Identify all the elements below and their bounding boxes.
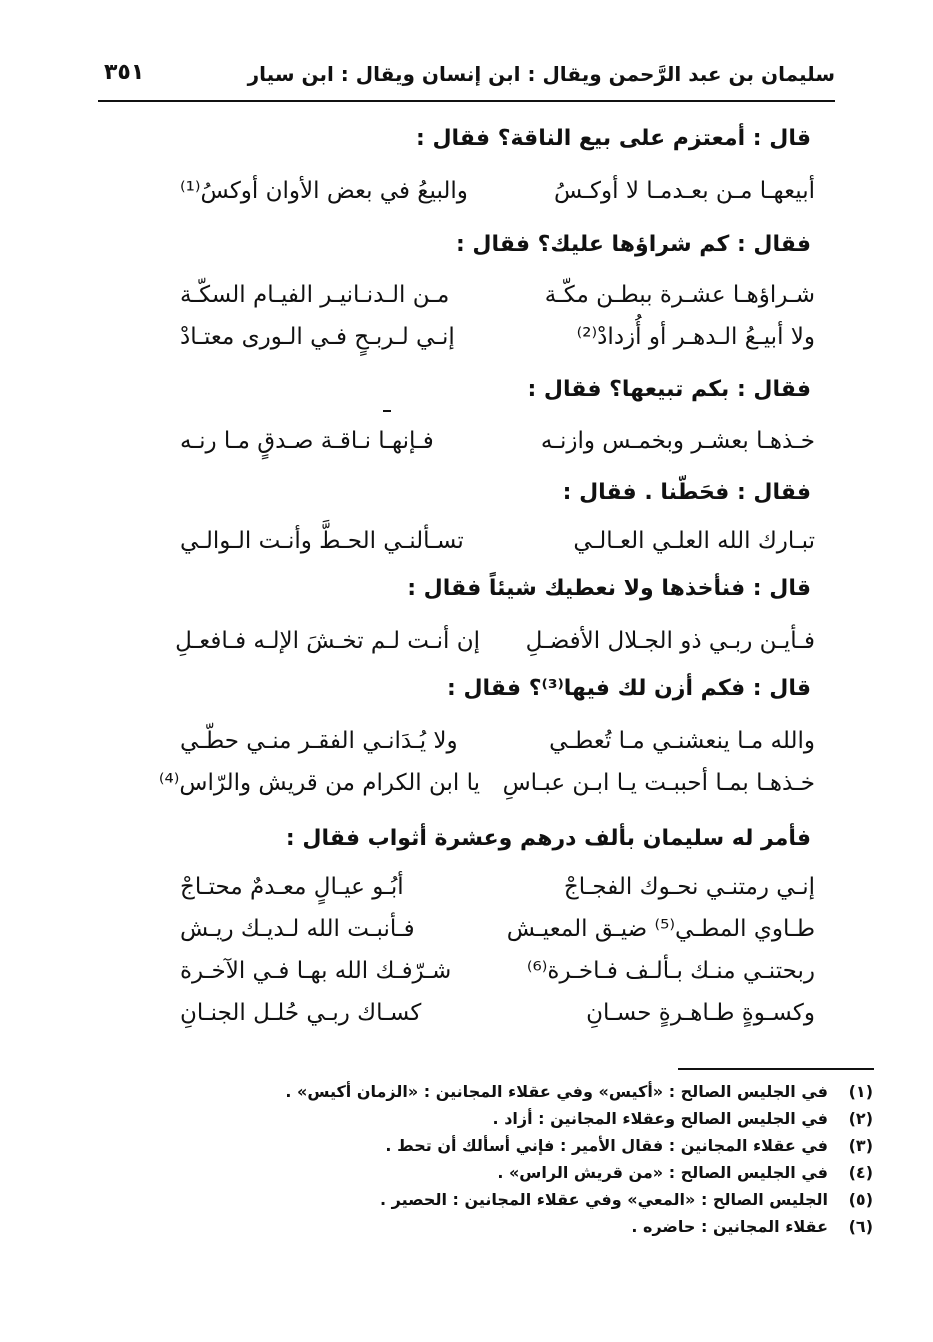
verse-second-hemistich: يا ابن الكرام من قريش والرّاس⁽⁴⁾: [158, 770, 480, 796]
verse-second-hemistich: مـن الـدنـانيـر الفيـام السكّـة: [180, 282, 450, 308]
footnote-text: عقلاء المجانين : حاضره .: [631, 1217, 828, 1236]
prose-line: قال : فنأخذها ولا نعطيك شيئاً فقال :: [407, 576, 811, 601]
running-title: سليمان بن عبد الرَّحمن ويقال : ابن إنسان ويقال : ابن سيار: [247, 62, 835, 86]
footnote-number: (٣): [848, 1136, 873, 1155]
prose-line: قال : فكم أزن لك فيها⁽³⁾؟ فقال :: [447, 676, 811, 701]
ornament-mark: [383, 410, 391, 412]
verse-second-hemistich: فـأنبـت الله لـديـك ريـش: [180, 916, 415, 942]
verse-second-hemistich: والبيعُ في بعض الأوان أوكسُ⁽¹⁾: [180, 178, 468, 204]
footnote-number: (٤): [848, 1163, 873, 1182]
footnote-text: في الجليس الصالح : «من قريش الراس» .: [497, 1163, 828, 1182]
verse-second-hemistich: إنـي لـربـحٍ فـي الـورى معتـادْ: [180, 324, 455, 350]
prose-line: فقال : كم شراؤها عليك؟ فقال :: [455, 232, 811, 257]
verse-line: [180, 728, 815, 768]
verse-line: [180, 428, 815, 468]
verse-second-hemistich: فـإنهـا نـاقـة صـدقٍ مـا رنـه: [180, 428, 434, 454]
verse-line: [158, 770, 815, 810]
verse-line: [180, 528, 815, 568]
footnote: [285, 1082, 873, 1109]
verse-line: [180, 324, 815, 364]
header-rule: [98, 100, 835, 102]
footnote: [353, 1109, 873, 1136]
prose-line: فقال : بكم تبيعها؟ فقال :: [527, 377, 811, 402]
footnotes: [285, 1082, 873, 1244]
footnote-number: (٥): [848, 1190, 873, 1209]
verse-first-hemistich: فـأيـن ربـي ذو الجـلال الأفضـلِ: [525, 628, 815, 654]
verse-line: [180, 958, 815, 998]
footnote-number: (٦): [848, 1217, 873, 1236]
verse-first-hemistich: أبيعهـا مـن بعـدمـا لا أوكـسُ: [554, 178, 815, 204]
verse-second-hemistich: كسـاك ربـي حُلـل الجنـانِ: [180, 1000, 422, 1026]
verse-line: [180, 282, 815, 322]
verse-first-hemistich: ربحتنـي منـك بـألـف فـاخـرة⁽⁶⁾: [526, 958, 815, 984]
verse-first-hemistich: والله مـا ينعشنـي مـا تُعطـي: [549, 728, 815, 754]
verse-line: [180, 178, 815, 218]
footnote-number: (١): [848, 1082, 873, 1101]
verse-first-hemistich: طـاوي المطـي⁽⁵⁾ ضيـق المعيـش: [506, 916, 815, 942]
footnote: [353, 1217, 873, 1244]
verse-line: [180, 1000, 815, 1040]
footnote-rule: [678, 1068, 874, 1070]
verse-first-hemistich: إنـي رمتنـي نحـوك الفجـاجْ: [563, 874, 815, 900]
footnote: [353, 1190, 873, 1217]
prose-line: قال : أمعتزم على بيع الناقة؟ فقال :: [415, 126, 811, 151]
footnote: [353, 1163, 873, 1190]
verse-second-hemistich: أبُـو عيـالٍ معـدمٌ محتـاجْ: [180, 874, 404, 900]
verse-first-hemistich: ولا أبيـعُ الـدهـر أو أُزدادْ⁽²⁾: [576, 324, 815, 350]
prose-line: فأمر له سليمان بألف درهم وعشرة أثواب فقال :: [285, 826, 811, 851]
footnote-text: الجليس الصالح : «المعي» وفي عقلاء المجانين : الحصير .: [380, 1190, 828, 1209]
footnote: [353, 1136, 873, 1163]
footnote-text: في الجليس الصالح وعقلاء المجانين : أزاد .: [492, 1109, 828, 1128]
verse-first-hemistich: شـراؤهـا عشـرة ببطـن مكّـة: [544, 282, 815, 308]
verse-first-hemistich: خـذهـا بعشـر وبخمـس وازنـه: [540, 428, 815, 454]
footnote-text: في الجليس الصالح : «أكيس» وفي عقلاء المجانين : «الزمان أكيس» .: [285, 1082, 828, 1101]
verse-line: [180, 874, 815, 914]
verse-second-hemistich: ولا يُـدَانـي الفقـر منـي حطّـي: [180, 728, 458, 754]
verse-second-hemistich: شـرّفـك الله بهـا فـي الآخـرة: [180, 958, 452, 984]
footnote-text: في عقلاء المجانين : فقال الأمير : فإني أسألك أن تحط .: [385, 1136, 828, 1155]
verse-line: [180, 916, 815, 956]
prose-line: فقال : فحَطّنا . فقال :: [562, 480, 811, 505]
verse-first-hemistich: خـذهـا بمـا أحببـت يـا ابـن عبـاسِ: [502, 770, 815, 796]
verse-second-hemistich: إن أنـت لـم تخـشَ الإلـه فـافعـلِ: [175, 628, 480, 654]
verse-line: [175, 628, 815, 668]
page-number: ٣٥١: [104, 60, 145, 85]
footnote-number: (٢): [848, 1109, 873, 1128]
verse-first-hemistich: وكسـوةٍ طـاهـرةٍ حسـانِ: [586, 1000, 815, 1026]
verse-second-hemistich: تسـألنـي الحـطَّ وأنـت الـوالـي: [180, 528, 464, 554]
page-header: [98, 58, 835, 98]
verse-first-hemistich: تبـارك الله العلـي العـالـي: [573, 528, 815, 554]
